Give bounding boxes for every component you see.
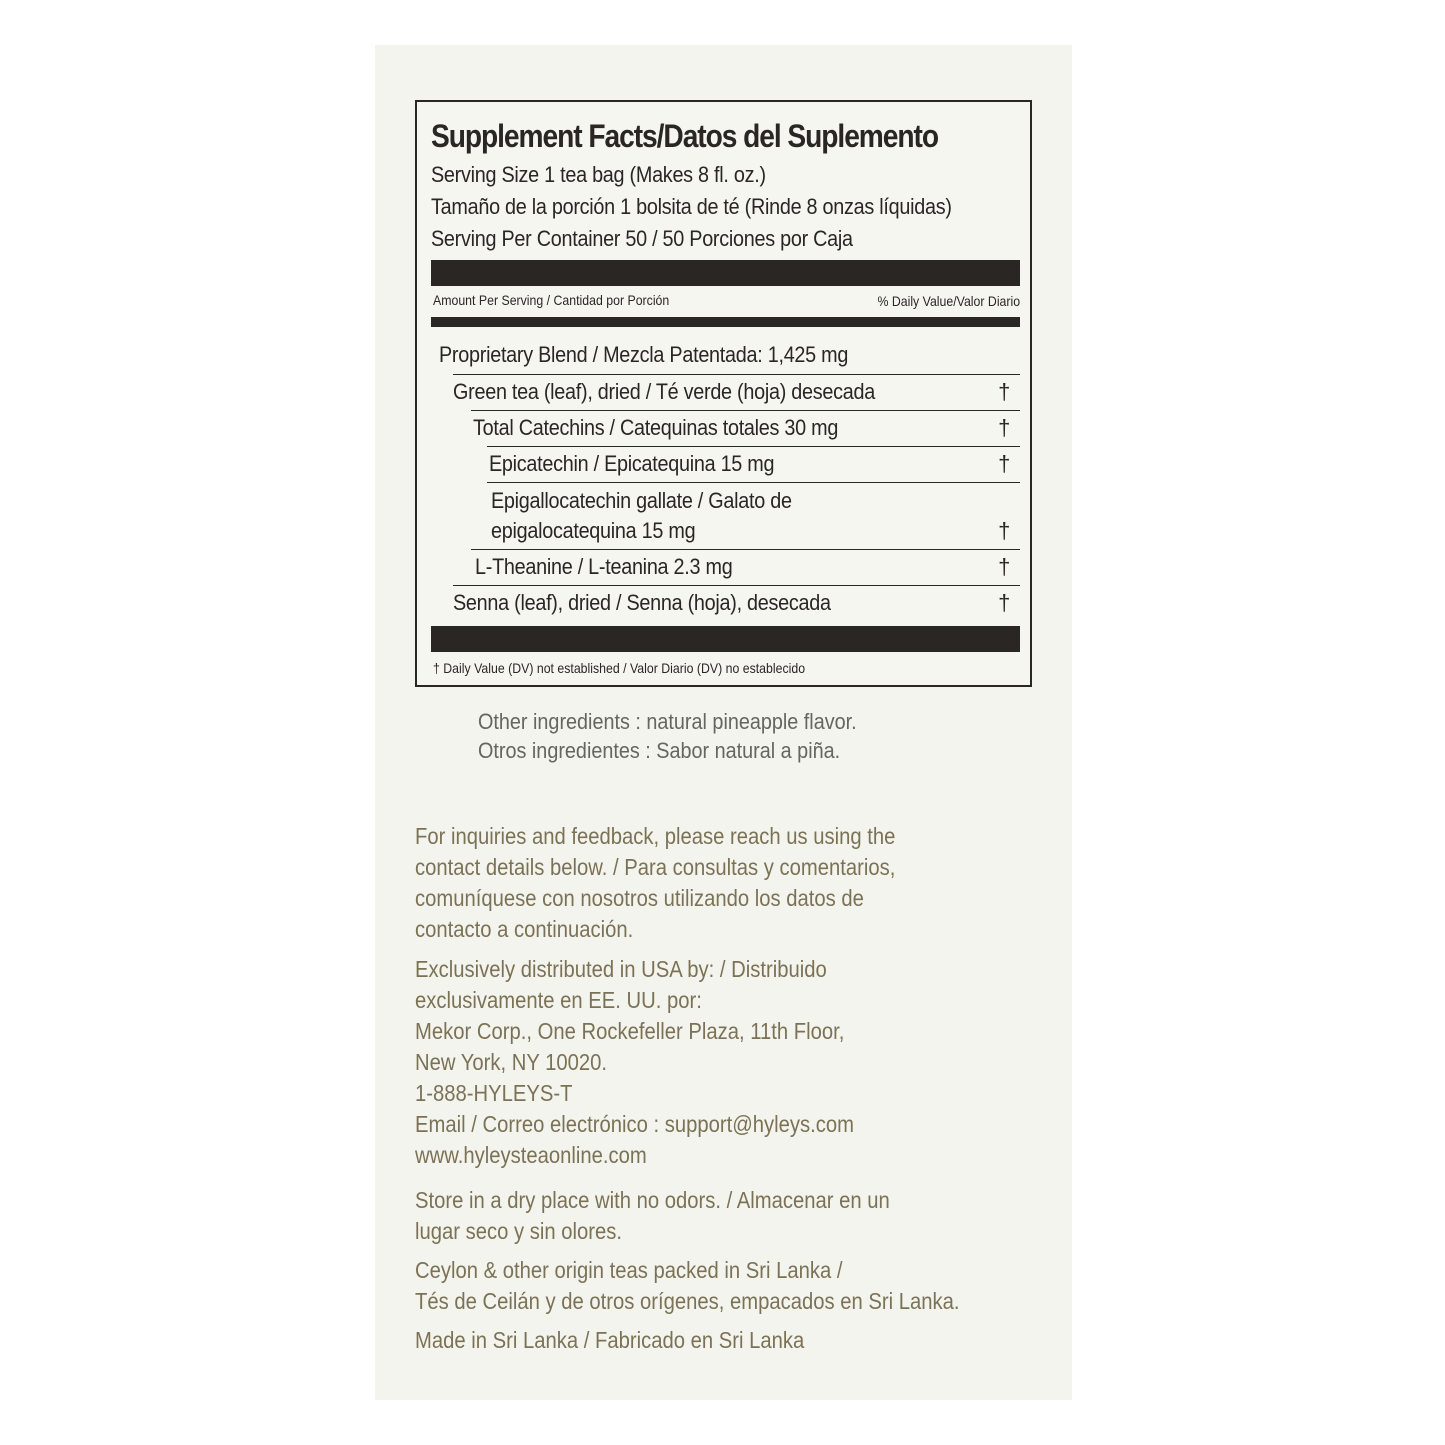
phone-number: 1-888-HYLEYS-T: [415, 1080, 573, 1106]
storage-line: lugar seco y sin olores.: [415, 1218, 623, 1244]
nutrient-label: Epicatechin / Epicatequina 15 mg: [489, 451, 775, 476]
other-ingredients-es: Otros ingredientes : Sabor natural a piña.: [478, 738, 841, 763]
dagger-mark: †: [998, 451, 1010, 476]
email-line: Email / Correo electrónico : support@hyleys.com: [415, 1111, 855, 1137]
website-url: www.hyleysteaonline.com: [415, 1142, 647, 1168]
origin-line: Ceylon & other origin teas packed in Sri Lanka /: [415, 1257, 843, 1283]
distributor-line: New York, NY 10020.: [415, 1049, 608, 1075]
dagger-mark: †: [998, 415, 1010, 440]
facts-row: [491, 488, 1020, 548]
nutrient-label-line2: epigalocatequina 15 mg: [491, 518, 696, 543]
nutrient-label: Total Catechins / Catequinas totales 30 mg: [473, 415, 839, 440]
nutrient-label: Senna (leaf), dried / Senna (hoja), desecada: [453, 590, 831, 615]
other-ingredients-en: Other ingredients : natural pineapple flavor.: [478, 709, 857, 734]
footnote: † Daily Value (DV) not established / Valor Diario (DV) no establecido: [433, 660, 806, 676]
facts-row: [453, 379, 1020, 409]
facts-row: [453, 590, 1020, 620]
nutrient-label: Epigallocatechin gallate / Galato de: [491, 488, 792, 513]
nutrient-label: Green tea (leaf), dried / Té verde (hoja) desecada: [453, 379, 875, 404]
facts-row: [439, 342, 1020, 372]
daily-value-header: % Daily Value/Valor Diario: [877, 293, 1020, 309]
dagger-mark: †: [998, 518, 1010, 543]
distributor-line: exclusivamente en EE. UU. por:: [415, 987, 702, 1013]
made-in: [415, 1325, 804, 1356]
supplement-facts-box: [415, 100, 1032, 687]
row-divider: [471, 410, 1020, 411]
origin-line: Tés de Ceilán y de otros orígenes, empacados en Sri Lanka.: [415, 1288, 960, 1314]
thick-divider: [431, 260, 1020, 286]
row-divider: [471, 549, 1020, 550]
row-divider: [487, 446, 1020, 447]
amount-per-serving-header: Amount Per Serving / Cantidad por Porción: [433, 292, 670, 308]
row-divider: [487, 482, 1020, 483]
facts-row: [473, 415, 1020, 445]
facts-row: [475, 554, 1020, 584]
row-divider: [453, 585, 1020, 586]
storage-paragraph: [415, 1185, 890, 1247]
inquiries-line: contacto a continuación.: [415, 916, 634, 942]
thick-divider: [431, 626, 1020, 652]
dagger-mark: †: [998, 379, 1010, 404]
inquiries-paragraph: [415, 821, 895, 945]
serving-size: Serving Size 1 tea bag (Makes 8 fl. oz.): [431, 162, 766, 187]
inquiries-line: For inquiries and feedback, please reach us using the: [415, 823, 896, 849]
origin-paragraph: [415, 1255, 960, 1317]
inquiries-line: contact details below. / Para consultas y comentarios,: [415, 854, 896, 880]
distributor-line: Mekor Corp., One Rockefeller Plaza, 11th Floor,: [415, 1018, 845, 1044]
storage-line: Store in a dry place with no odors. / Almacenar en un: [415, 1187, 890, 1213]
facts-title: Supplement Facts/Datos del Suplemento: [431, 118, 939, 154]
nutrient-label: L-Theanine / L-teanina 2.3 mg: [475, 554, 733, 579]
dagger-mark: †: [998, 590, 1010, 615]
servings-per-container: Serving Per Container 50 / 50 Porciones por Caja: [431, 226, 853, 251]
serving-size-es: Tamaño de la porción 1 bolsita de té (Rinde 8 onzas líquidas): [431, 194, 952, 219]
nutrient-label: Proprietary Blend / Mezcla Patentada: 1,425 mg: [439, 342, 849, 367]
made-in-line: Made in Sri Lanka / Fabricado en Sri Lanka: [415, 1327, 805, 1353]
dagger-mark: †: [998, 554, 1010, 579]
row-divider: [453, 374, 1020, 375]
medium-divider: [431, 317, 1020, 327]
distributor-line: Exclusively distributed in USA by: / Distribuido: [415, 956, 827, 982]
facts-row: [489, 451, 1020, 481]
inquiries-line: comuníquese con nosotros utilizando los datos de: [415, 885, 864, 911]
distributor-paragraph: [415, 954, 854, 1171]
